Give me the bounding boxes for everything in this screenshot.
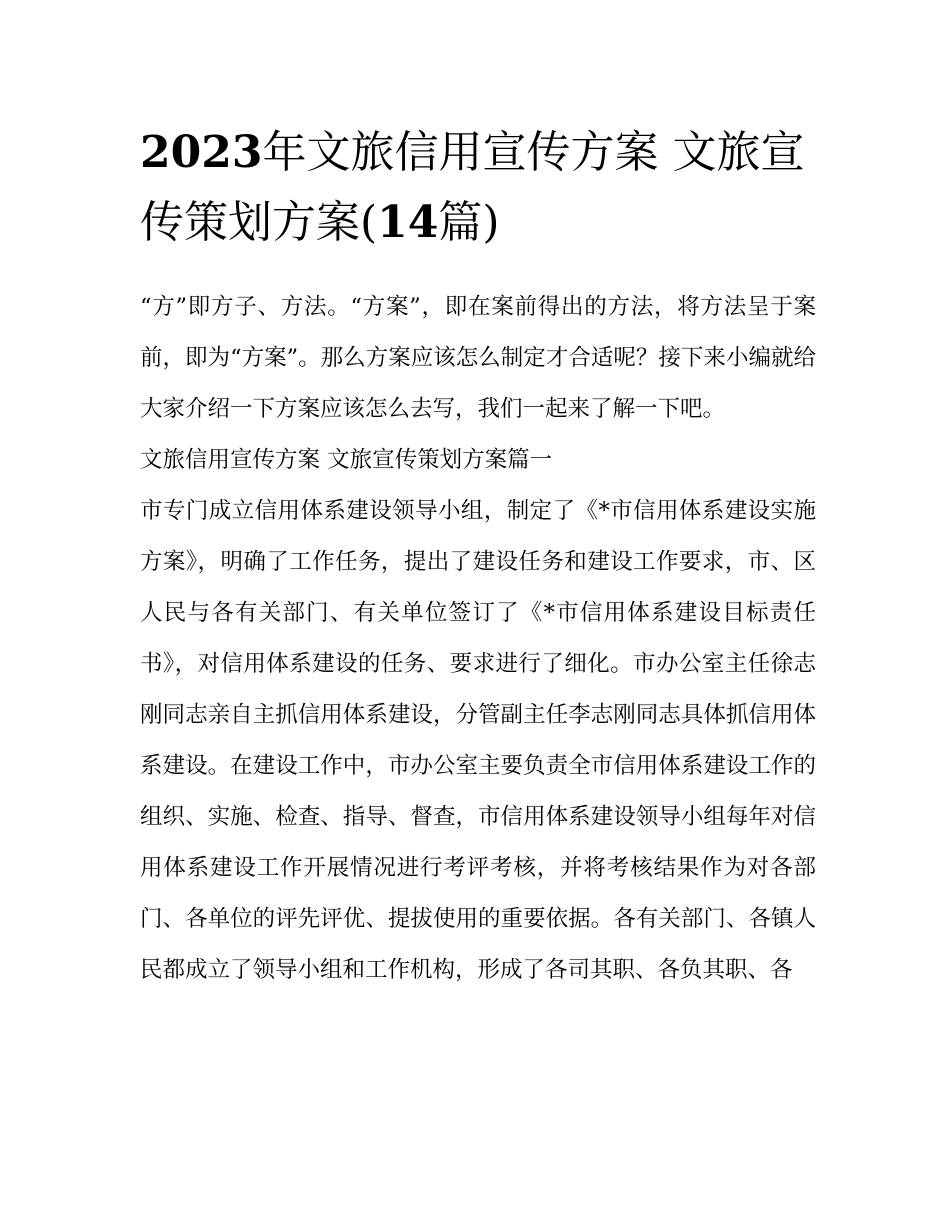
section-body-paragraph: 市专门成立信用体系建设领导小组，制定了《*市信用体系建设实施方案》，明确了工作任务，提出了建设任务和建设工作要求，市、区人民与各有关部门、有关单位签订了《*市信用体系建设目标责任书》，对信用体系建设的任务、要求进行了细化。市办公室主任徐志刚同志亲自主抓信用体系建设，分管副主任李志刚同志具体抓信用体系建设。在建设工作中，市办公室主要负责全市信用体系建设工作的组织、实施、检查、指导、督查，市信用体系建设领导小组每年对信用体系建设工作开展情况进行考评考核，并将考核结果作为对各部门、各单位的评先评优、提拔使用的重要依据。各有关部门、各镇人民都成立了领导小组和工作机构，形成了各司其职、各负其职、各 (140, 498, 816, 983)
document-title (140, 118, 816, 258)
title-year: 2023 (140, 127, 263, 178)
intro-paragraph: “方”即方子、方法。“方案”，即在案前得出的方法，将方法呈于案前，即为“方案”。那么方案应该怎么制定才合适呢？接下来小编就给大家介绍一下方案应该怎么去写，我们一起来了解一下吧。 (140, 294, 816, 422)
title-text-part1: 年文旅信用宣传方案 文旅宣传策划方案( (140, 127, 805, 248)
document-page (140, 118, 816, 996)
section-heading: 文旅信用宣传方案 文旅宣传策划方案篇一 (140, 447, 553, 473)
title-text-part2: 篇) (438, 197, 500, 248)
title-count: 14 (377, 197, 439, 248)
